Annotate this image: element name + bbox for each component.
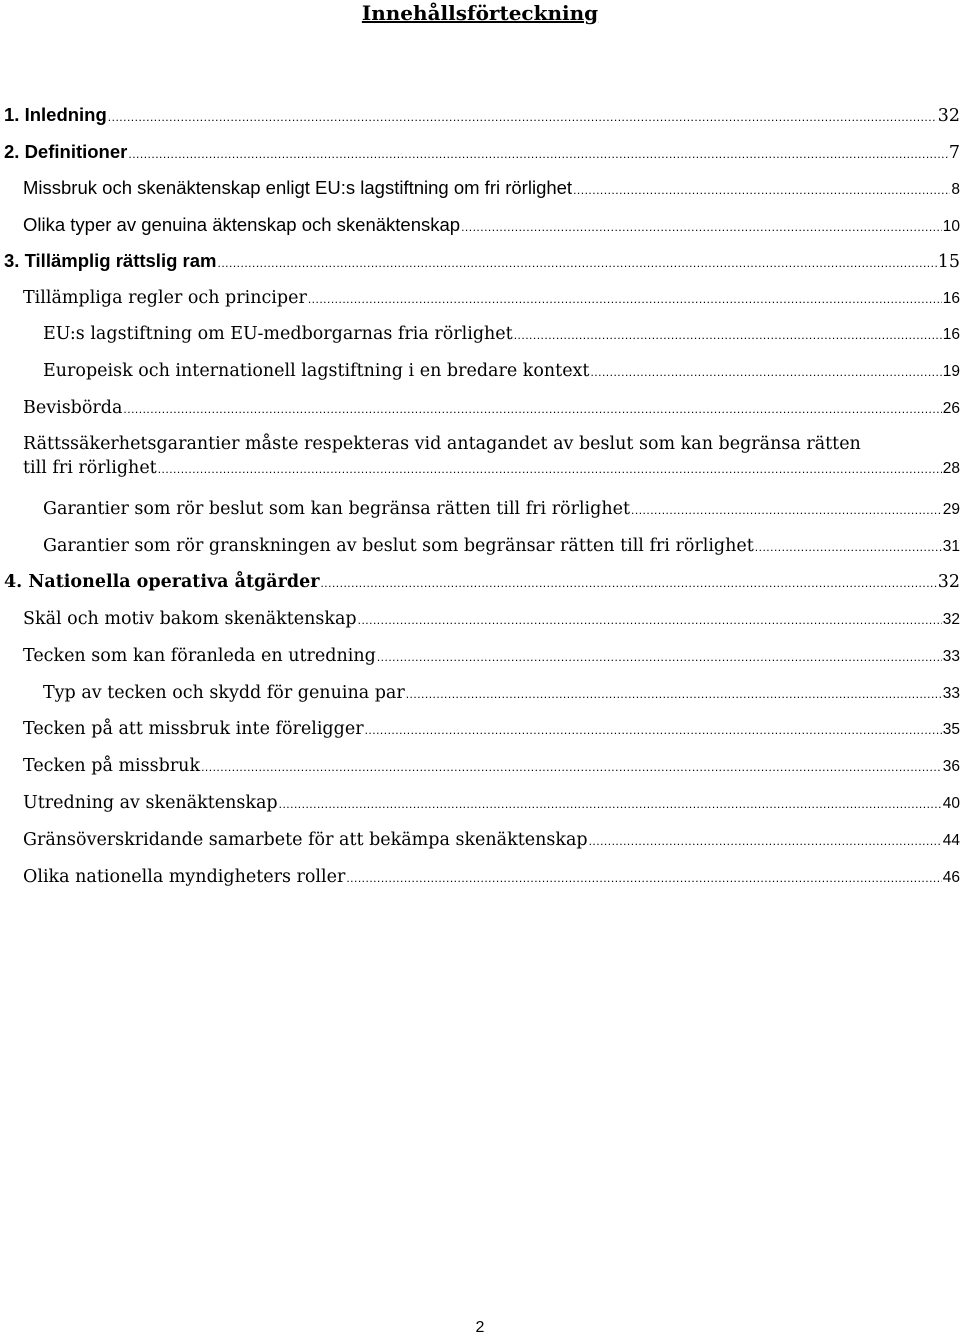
page-title: Innehållsförteckning [361,1,599,25]
toc-leader-dots [201,755,942,779]
toc-leader-dots [108,105,937,129]
toc-entry[interactable] [0,865,960,890]
toc-leader-dots [589,829,942,853]
toc-entry-label: Skäl och motiv bakom skenäktenskap [23,609,357,629]
toc-entry-page: 28 [942,460,960,477]
toc-entry-label: 3. Tillämplig rättslig ram [4,250,217,271]
toc-entry[interactable] [0,176,960,202]
toc-entry[interactable] [0,213,960,239]
toc-leader-dots [573,178,950,202]
toc-entry-label-line2: till fri rörlighet [23,458,157,478]
toc-leader-dots [365,718,942,742]
toc-leader-dots [461,215,942,239]
toc-entry-page: 33 [942,685,960,702]
toc-entry-label: Gränsöverskridande samarbete för att bekämpa skenäktenskap [23,830,588,850]
toc-entry[interactable] [0,249,960,275]
toc-entry[interactable] [0,607,960,632]
toc-leader-dots [308,287,942,311]
toc-entry[interactable] [0,396,960,421]
toc-entry-page: 8 [951,181,960,198]
toc-entry-label: Europeisk och internationell lagstiftning i en bredare kontext [43,361,590,381]
toc-entry-label: Olika nationella myndigheters roller [23,867,346,887]
toc-entry[interactable] [0,322,960,347]
toc-entry[interactable] [0,534,960,559]
toc-entry[interactable] [0,432,960,481]
toc-leader-dots [279,792,942,816]
toc-entry-label: Garantier som rör granskningen av beslut som begränsar rätten till fri rörlighet [43,536,754,556]
toc-entry-label: Olika typer av genuina äktenskap och skenäktenskap [23,214,461,235]
toc-entry-page: 16 [942,290,960,307]
toc-entry[interactable] [0,717,960,742]
page-number: 2 [475,1319,485,1336]
toc-entry[interactable] [0,570,960,595]
toc-entry-page: 40 [942,795,960,812]
toc-entry[interactable] [0,286,960,311]
toc-entry-label: Tecken som kan föranleda en utredning [23,646,376,666]
toc-entry-label: Bevisbörda [23,398,123,418]
toc-entry-label: Missbruk och skenäktenskap enligt EU:s lagstiftning om fri rörlighet [23,177,573,198]
toc-entry-page: 35 [942,721,960,738]
toc-entry[interactable] [0,140,960,166]
toc-leader-dots [217,251,936,275]
toc-entry-label: 1. Inledning [4,104,107,125]
toc-entry-page: 32 [937,106,960,126]
toc-entry-label: EU:s lagstiftning om EU-medborgarnas fria rörlighet [43,324,513,344]
toc-entry-label: Typ av tecken och skydd för genuina par [43,683,405,703]
toc-leader-dots [590,360,941,384]
toc-entry-page: 29 [942,501,960,518]
toc-entry[interactable] [0,497,960,522]
toc-leader-dots [158,457,942,481]
toc-leader-dots [123,397,941,421]
toc-entry-page: 33 [942,648,960,665]
toc-entry-label: Tecken på att missbruk inte föreligger [23,719,364,739]
toc-leader-dots [755,535,942,559]
toc-entry-page: 7 [948,143,960,163]
toc-leader-dots [514,323,942,347]
toc-entry-label: Tecken på missbruk [23,756,201,776]
toc-entry-page: 10 [942,218,960,235]
toc-leader-dots [128,142,948,166]
toc-entry[interactable] [0,644,960,669]
toc-entry[interactable] [0,791,960,816]
toc-entry-label: Tillämpliga regler och principer [23,288,307,308]
toc-entry-page: 31 [942,538,960,555]
toc-entry[interactable] [0,681,960,706]
toc-entry-page: 16 [942,326,960,343]
toc-leader-dots [358,608,942,632]
toc-entry-label: 4. Nationella operativa åtgärder [4,572,320,592]
toc-entry-page: 19 [942,363,960,380]
toc-entry[interactable] [0,103,960,129]
toc-leader-dots [377,645,942,669]
toc-entry[interactable] [0,754,960,779]
toc-entry-page: 44 [942,832,960,849]
toc-leader-dots [631,498,942,522]
toc-leader-dots [320,571,936,595]
toc-entry-page: 36 [942,758,960,775]
toc-entry-label-line1: Rättssäkerhetsgarantier måste respekteras vid antagandet av beslut som kan begränsa rätten [23,434,861,454]
toc-leader-dots [346,866,941,890]
toc-entry[interactable] [0,828,960,853]
toc-entry-page: 32 [937,572,960,592]
toc-entry-page: 15 [937,252,960,272]
toc-entry-label: Garantier som rör beslut som kan begränsa rätten till fri rörlighet [43,499,631,519]
toc-entry-label: Utredning av skenäktenskap [23,793,278,813]
toc-entry[interactable] [0,359,960,384]
toc-entry-label: 2. Definitioner [4,141,128,162]
toc-entry-page: 46 [942,869,960,886]
toc-entry-page: 26 [942,400,960,417]
toc-entry-page: 32 [942,611,960,628]
toc-leader-dots [406,682,942,706]
